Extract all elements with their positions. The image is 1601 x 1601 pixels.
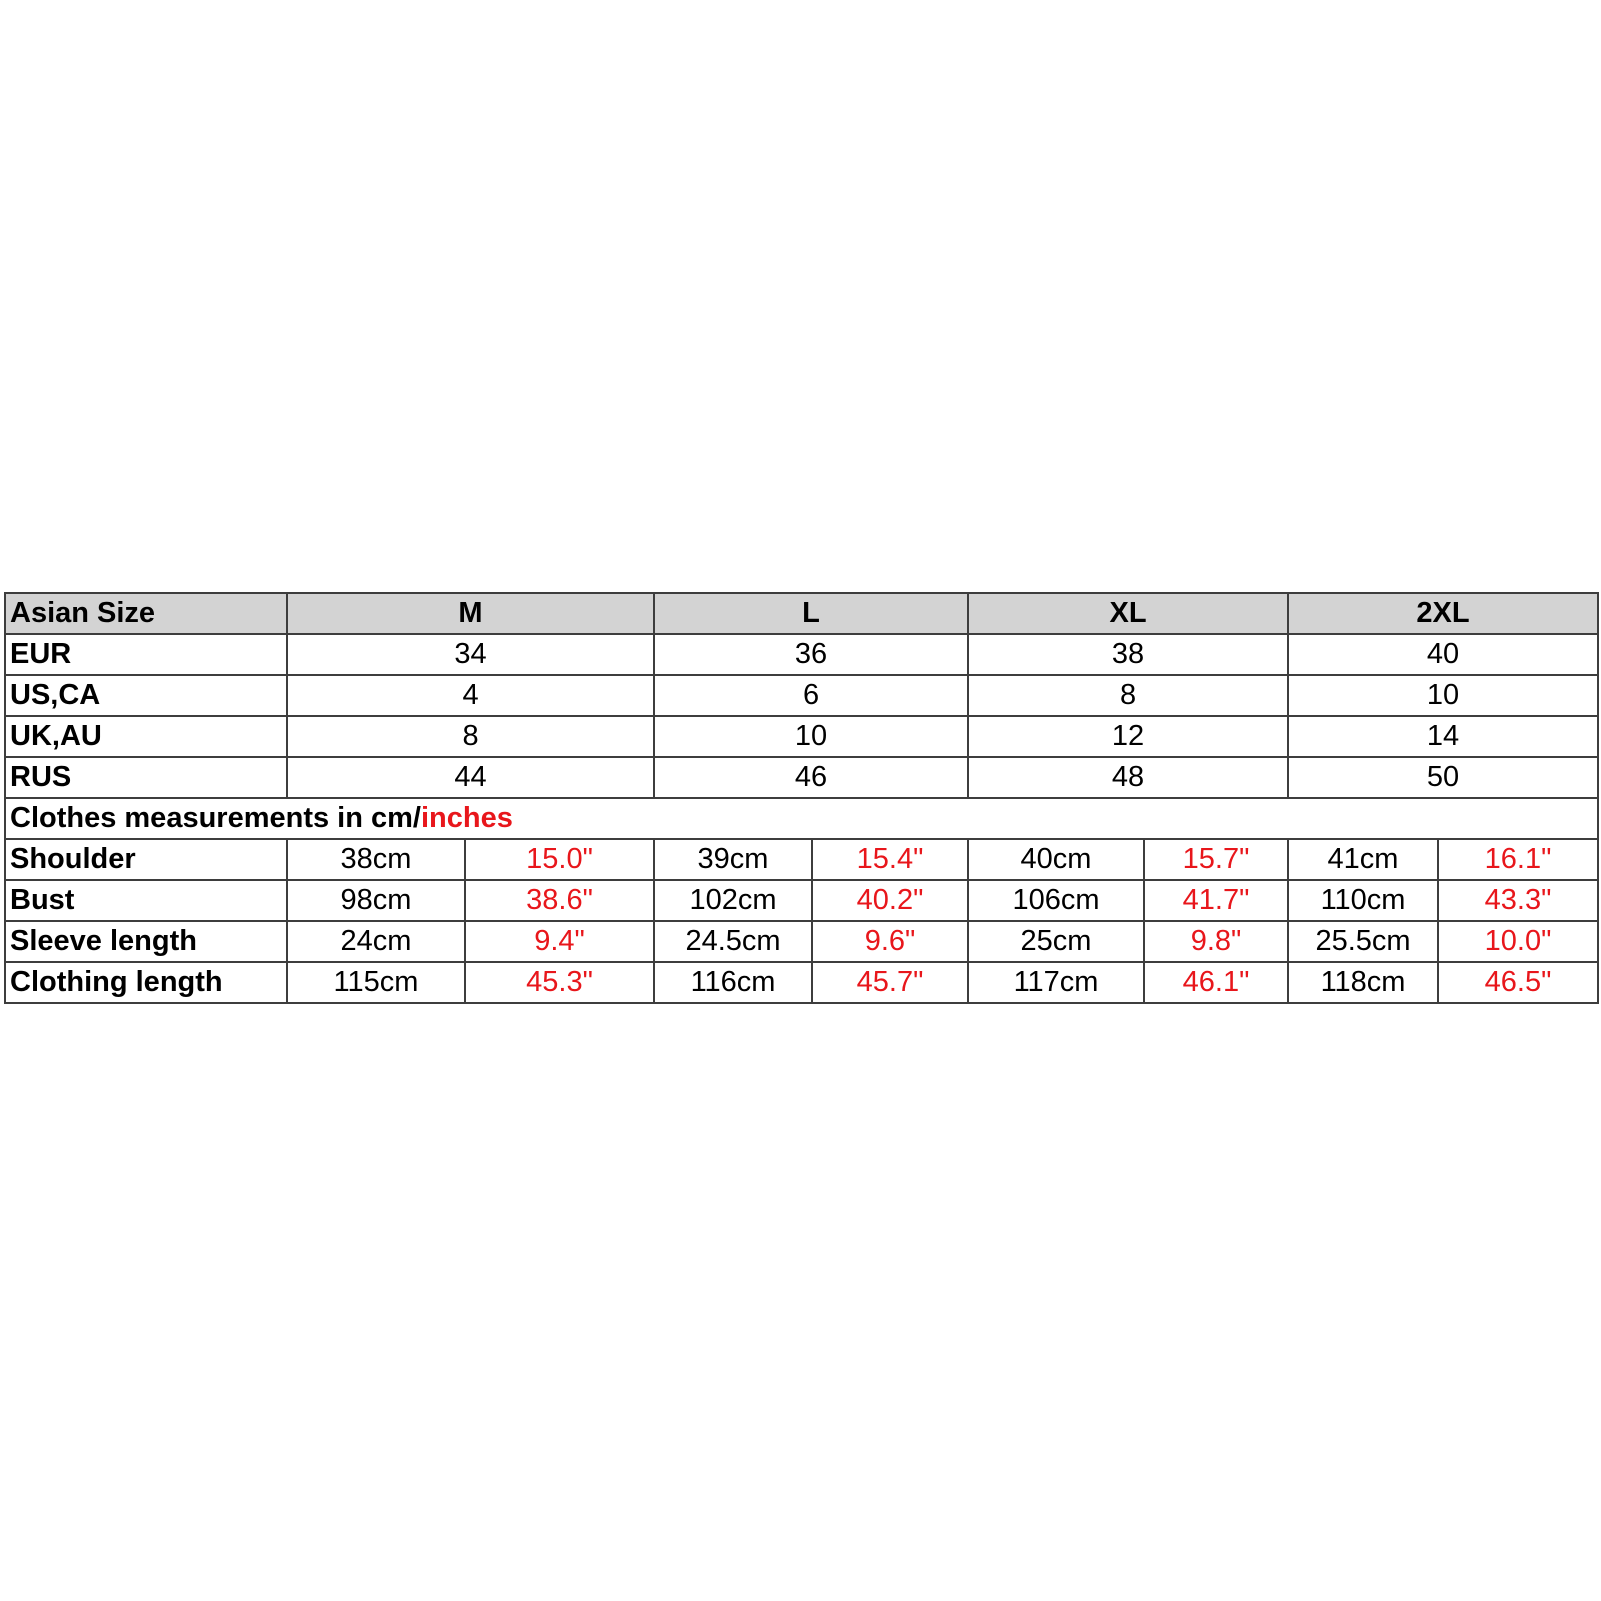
- conversion-value: 8: [968, 675, 1288, 716]
- row-label: Clothing length: [5, 962, 287, 1003]
- row-label: Sleeve length: [5, 921, 287, 962]
- cm-value: 110cm: [1288, 880, 1438, 921]
- conversion-value: 10: [654, 716, 968, 757]
- row-label: Bust: [5, 880, 287, 921]
- cm-value: 118cm: [1288, 962, 1438, 1003]
- cm-value: 106cm: [968, 880, 1144, 921]
- cm-value: 102cm: [654, 880, 812, 921]
- conversion-row-eur: [5, 634, 1598, 675]
- row-label: Shoulder: [5, 839, 287, 880]
- row-label: EUR: [5, 634, 287, 675]
- conversion-value: 48: [968, 757, 1288, 798]
- inch-value: 46.5": [1438, 962, 1598, 1003]
- inch-value: 16.1": [1438, 839, 1598, 880]
- measurement-row-shoulder: [5, 839, 1598, 880]
- measurement-row-clothing-length: [5, 962, 1598, 1003]
- conversion-value: 12: [968, 716, 1288, 757]
- cm-value: 39cm: [654, 839, 812, 880]
- cm-value: 98cm: [287, 880, 465, 921]
- inch-value: 15.4": [812, 839, 968, 880]
- inch-value: 46.1": [1144, 962, 1288, 1003]
- section-heading-prefix: Clothes measurements in cm/: [10, 802, 421, 834]
- inch-value: 38.6": [465, 880, 654, 921]
- inch-value: 15.7": [1144, 839, 1288, 880]
- conversion-row-uk-au: [5, 716, 1598, 757]
- cm-value: 25cm: [968, 921, 1144, 962]
- conversion-value: 34: [287, 634, 654, 675]
- inch-value: 45.3": [465, 962, 654, 1003]
- inch-value: 9.4": [465, 921, 654, 962]
- size-header-2xl: 2XL: [1288, 593, 1598, 634]
- conversion-value: 14: [1288, 716, 1598, 757]
- conversion-value: 36: [654, 634, 968, 675]
- size-header-l: L: [654, 593, 968, 634]
- header-row: [5, 593, 1598, 634]
- size-header-xl: XL: [968, 593, 1288, 634]
- inch-value: 43.3": [1438, 880, 1598, 921]
- row-label: UK,AU: [5, 716, 287, 757]
- size-chart-table: [4, 592, 1599, 1004]
- conversion-value: 40: [1288, 634, 1598, 675]
- conversion-value: 46: [654, 757, 968, 798]
- inch-value: 9.6": [812, 921, 968, 962]
- cm-value: 115cm: [287, 962, 465, 1003]
- measurement-row-sleeve-length: [5, 921, 1598, 962]
- size-header-m: M: [287, 593, 654, 634]
- inch-value: 41.7": [1144, 880, 1288, 921]
- conversion-row-us-ca: [5, 675, 1598, 716]
- inch-value: 9.8": [1144, 921, 1288, 962]
- section-row: [5, 798, 1598, 839]
- cm-value: 116cm: [654, 962, 812, 1003]
- inch-value: 10.0": [1438, 921, 1598, 962]
- cm-value: 117cm: [968, 962, 1144, 1003]
- section-heading-inches: inches: [420, 802, 513, 834]
- inch-value: 40.2": [812, 880, 968, 921]
- conversion-value: 6: [654, 675, 968, 716]
- inch-value: 45.7": [812, 962, 968, 1003]
- conversion-row-rus: [5, 757, 1598, 798]
- cm-value: 24.5cm: [654, 921, 812, 962]
- measurement-row-bust: [5, 880, 1598, 921]
- cm-value: 41cm: [1288, 839, 1438, 880]
- cm-value: 25.5cm: [1288, 921, 1438, 962]
- asian-size-label: Asian Size: [5, 593, 287, 634]
- inch-value: 15.0": [465, 839, 654, 880]
- conversion-value: 10: [1288, 675, 1598, 716]
- cm-value: 24cm: [287, 921, 465, 962]
- cm-value: 40cm: [968, 839, 1144, 880]
- conversion-value: 44: [287, 757, 654, 798]
- conversion-value: 4: [287, 675, 654, 716]
- conversion-value: 38: [968, 634, 1288, 675]
- cm-value: 38cm: [287, 839, 465, 880]
- conversion-value: 8: [287, 716, 654, 757]
- section-heading: [5, 798, 1598, 839]
- conversion-value: 50: [1288, 757, 1598, 798]
- row-label: RUS: [5, 757, 287, 798]
- row-label: US,CA: [5, 675, 287, 716]
